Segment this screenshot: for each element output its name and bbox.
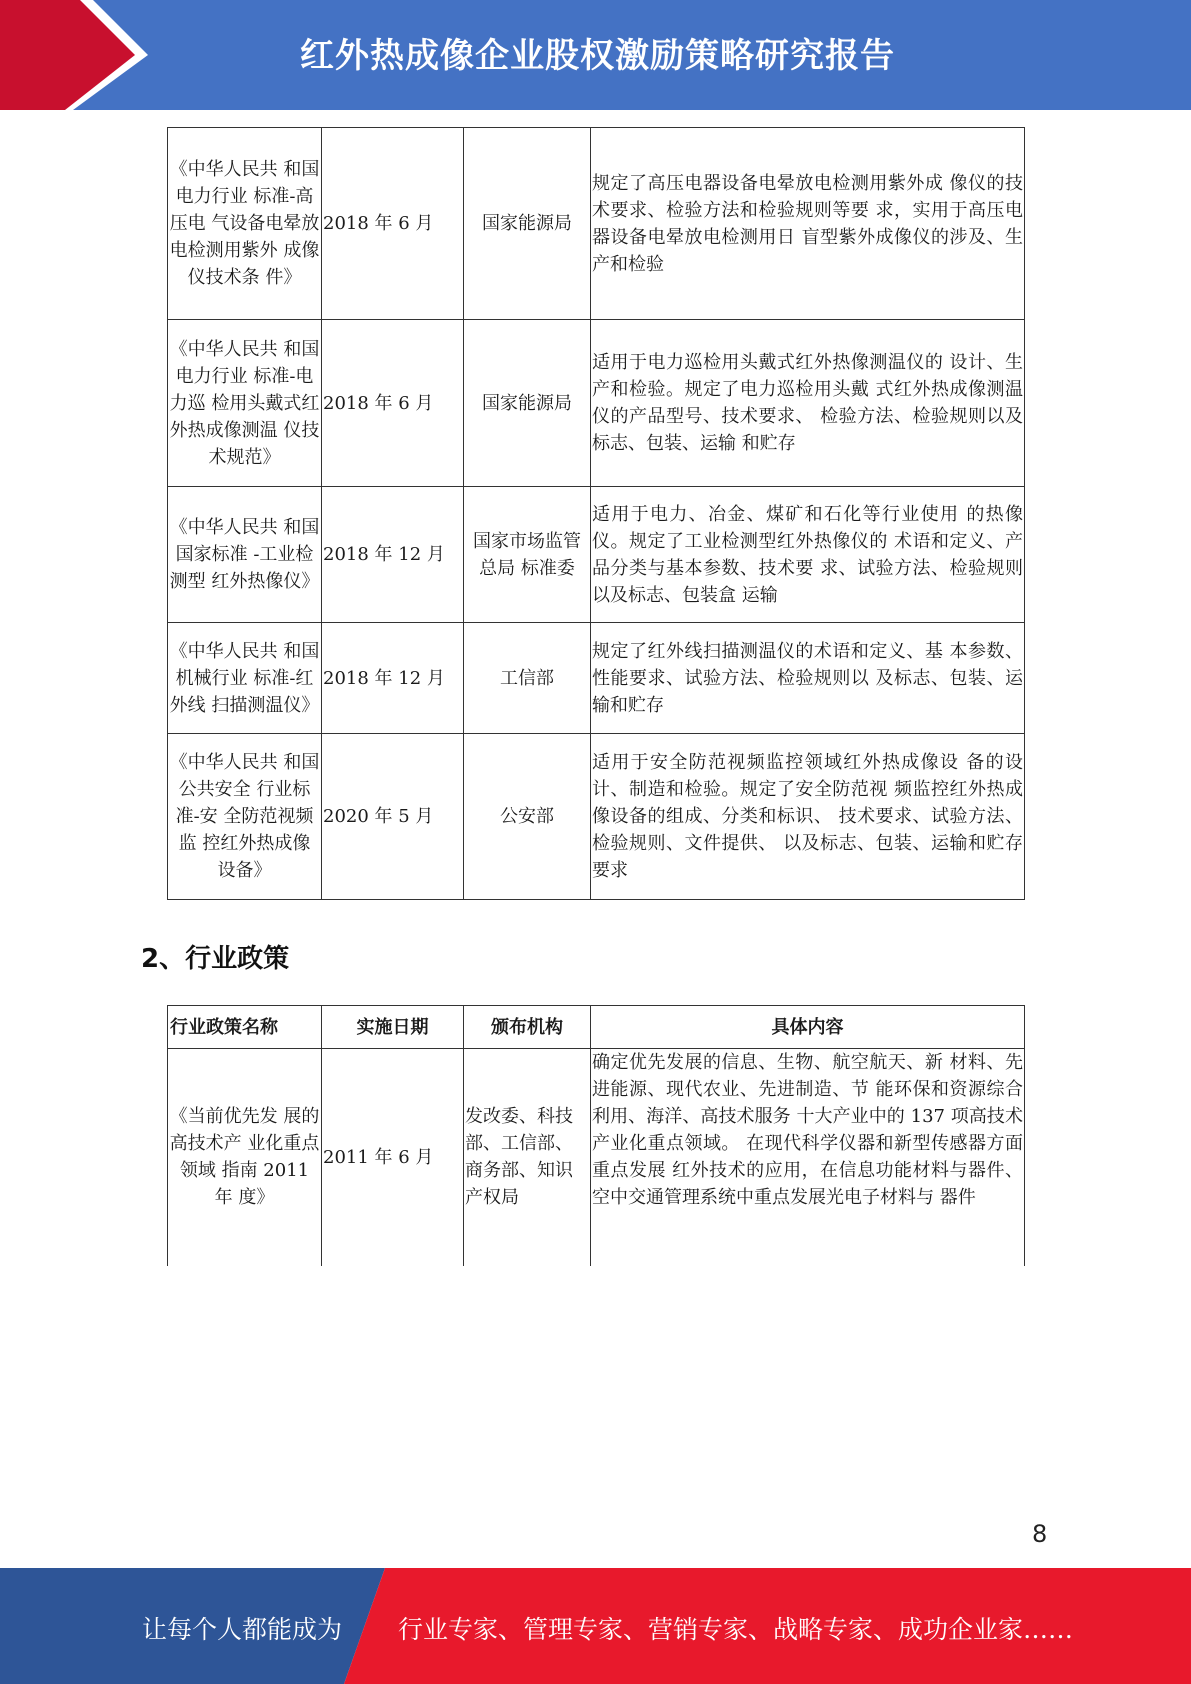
footer-slogan-right: 行业专家、管理专家、营销专家、战略专家、成功企业家…… xyxy=(398,1615,1074,1644)
standard-name: 《中华人民共 和国机械行业 标准-红外线 扫描测温仪》 xyxy=(168,623,322,734)
table-row xyxy=(168,320,1025,487)
standard-date: 2018 年 6 月 xyxy=(322,320,464,487)
standard-content: 适用于电力巡检用头戴式红外热像测温仪的 设计、生产和检验。规定了电力巡检用头戴 式红外热成像测温仪的产品型号、技术要求、 检验方法、检验规则以及标志、包装、运输 和贮存 xyxy=(591,320,1025,487)
page-number: 8 xyxy=(1032,1520,1048,1548)
standard-org: 公安部 xyxy=(464,734,591,900)
standard-content: 适用于安全防范视频监控领域红外热成像设 备的设计、制造和检验。规定了安全防范视 频监控红外热成像设备的组成、分类和标识、 技术要求、试验方法、检验规则、文件提供、 以及标志、包装、运输和贮存要求 xyxy=(591,734,1025,900)
header-banner xyxy=(0,0,1191,110)
standard-date: 2018 年 12 月 xyxy=(322,623,464,734)
standard-name: 《中华人民共 和国公共安全 行业标准-安 全防范视频监 控红外热成像 设备》 xyxy=(168,734,322,900)
standard-content: 规定了高压电器设备电晕放电检测用紫外成 像仪的技术要求、检验方法和检验规则等要 求，实用于高压电器设备电晕放电检测用日 盲型紫外成像仪的涉及、生产和检验 xyxy=(591,128,1025,320)
standards-table xyxy=(167,127,1025,900)
policy-org: 发改委、科技部、工信部、商务部、知识产权局 xyxy=(464,1049,591,1266)
table-header-row xyxy=(168,1006,1025,1049)
standard-org: 工信部 xyxy=(464,623,591,734)
policy-table xyxy=(167,1005,1025,1266)
table-row xyxy=(168,734,1025,900)
footer-slogan-left: 让每个人都能成为 xyxy=(142,1615,343,1644)
standard-org: 国家市场监管总局 标准委 xyxy=(464,487,591,623)
standard-date: 2018 年 12 月 xyxy=(322,487,464,623)
column-header-content: 具体内容 xyxy=(591,1006,1025,1049)
standard-date: 2020 年 5 月 xyxy=(322,734,464,900)
table-row xyxy=(168,623,1025,734)
standard-name: 《中华人民共 和国电力行业 标准-高压电 气设备电晕放 电检测用紫外 成像仪技术条 件》 xyxy=(168,128,322,320)
column-header-name: 行业政策名称 xyxy=(168,1006,322,1049)
column-header-org: 颁布机构 xyxy=(464,1006,591,1049)
standard-name: 《中华人民共 和国国家标准 -工业检测型 红外热像仪》 xyxy=(168,487,322,623)
policy-content: 确定优先发展的信息、生物、航空航天、新 材料、先进能源、现代农业、先进制造、节 能环保和资源综合利用、海洋、高技术服务 十大产业中的 137 项高技术产业化重点领域。 在现代科学仪器和新型传感器方面重点发展 红外技术的应用，在信息功能材料与器件、 空中交通管理系统中重点发展光电子材料与 器件 xyxy=(591,1049,1025,1266)
column-header-date: 实施日期 xyxy=(322,1006,464,1049)
policy-name: 《当前优先发 展的高技术产 业化重点领域 指南 2011 年 度》 xyxy=(168,1049,322,1266)
standard-org: 国家能源局 xyxy=(464,128,591,320)
table-row xyxy=(168,1049,1025,1266)
report-title: 红外热成像企业股权激励策略研究报告 xyxy=(300,36,895,76)
standard-date: 2018 年 6 月 xyxy=(322,128,464,320)
standard-org: 国家能源局 xyxy=(464,320,591,487)
standard-content: 适用于电力、冶金、煤矿和石化等行业使用 的热像仪。规定了工业检测型红外热像仪的 术语和定义、产品分类与基本参数、技术要 求、试验方法、检验规则以及标志、包装盒 运输 xyxy=(591,487,1025,623)
table-row xyxy=(168,128,1025,320)
table-row xyxy=(168,487,1025,623)
footer-banner xyxy=(0,1568,1191,1684)
standard-content: 规定了红外线扫描测温仪的术语和定义、基 本参数、性能要求、试验方法、检验规则以 及标志、包装、运输和贮存 xyxy=(591,623,1025,734)
policy-date: 2011 年 6 月 xyxy=(322,1049,464,1266)
standard-name: 《中华人民共 和国电力行业 标准-电力巡 检用头戴式红 外热成像测温 仪技术规范》 xyxy=(168,320,322,487)
section-heading: 2、行业政策 xyxy=(141,944,290,974)
